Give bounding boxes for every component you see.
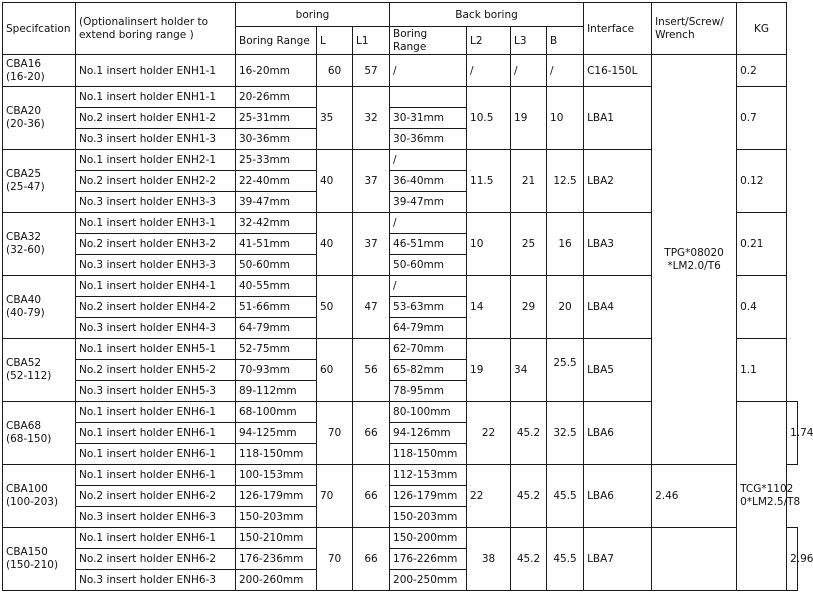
l1-cell: 37 [353,150,390,213]
l3-cell: 29 [511,276,547,339]
boring-range-cell: 25-33mm [236,150,317,171]
l2-cell: 22 [467,402,511,465]
insert-tcg-line1: TCG*1102 [740,483,794,495]
spec-cell [3,213,76,276]
back-range-cell: 126-179mm [390,486,467,507]
holder-cell: No.1 insert holder ENH2-1 [76,150,236,171]
back-range-cell: 150-200mm [390,528,467,549]
holder-cell: No.3 insert holder ENH5-3 [76,381,236,402]
b-cell: 12.5 [547,150,584,213]
l3-cell: 45.2 [511,465,547,528]
holder-cell: No.2 insert holder ENH5-2 [76,360,236,381]
back-range-cell: 30-36mm [390,129,467,150]
spec-cell [3,339,76,402]
l2-cell: 22 [467,465,511,528]
kg-cell: 1.74 [787,402,798,465]
boring-spec-table [2,2,813,591]
spec-cell [3,55,76,87]
boring-range-cell: 68-100mm [236,402,317,423]
boring-range-cell: 89-112mm [236,381,317,402]
back-range-cell: 118-150mm [390,444,467,465]
holder-cell: No.2 insert holder ENH4-2 [76,297,236,318]
holder-cell: No.3 insert holder ENH6-3 [76,507,236,528]
interface-cell: LBA4 [584,276,652,339]
boring-range-cell: 94-125mm [236,423,317,444]
l2-cell: 10 [467,213,511,276]
l3-cell: 19 [511,87,547,150]
kg-cell: 0.21 [737,213,787,276]
interface-cell: LBA5 [584,339,652,402]
boring-range-cell: 30-36mm [236,129,317,150]
spec-model: CBA32 [6,231,42,243]
insert-tcg-line2: 0*LM2.5/T8 [740,496,801,508]
l-cell: 50 [317,276,353,339]
spec-model: CBA52 [6,357,42,369]
back-range-cell: 50-60mm [390,255,467,276]
l-cell: 35 [317,87,353,150]
l3-cell: 45.2 [511,402,547,465]
back-range-cell: 36-40mm [390,171,467,192]
table-row [3,465,798,486]
l-cell: 40 [317,150,353,213]
header-optional-line1: (Optionalinsert holder to [79,15,209,28]
header-l2: L2 [467,27,511,55]
table-row [3,528,798,549]
l2-cell: 38 [467,528,511,591]
table-row [3,55,798,87]
back-range-cell: / [390,55,467,87]
l3-cell: / [511,55,547,87]
l-cell: 40 [317,213,353,276]
boring-range-cell: 39-47mm [236,192,317,213]
header-spec: Specifcation [3,3,76,55]
spec-model: CBA25 [6,168,42,180]
header-optional-holder [76,3,236,55]
back-range-cell: 78-95mm [390,381,467,402]
l2-cell: 14 [467,276,511,339]
boring-range-cell: 150-203mm [236,507,317,528]
header-optional-line2: extend boring range ) [79,28,194,41]
b-cell: 10 [547,87,584,150]
interface-cell: LBA1 [584,87,652,150]
interface-cell: LBA2 [584,150,652,213]
spec-range: (100-203) [6,496,59,508]
boring-range-cell: 51-66mm [236,297,317,318]
b-cell: 20 [547,276,584,339]
kg-cell: 2.46 [652,465,737,528]
back-range-cell: 176-226mm [390,549,467,570]
header-insert-line2: Wrench [655,28,695,41]
insert-tpg-line1: TPG*08020 [664,246,724,259]
holder-cell: No.1 insert holder ENH6-1 [76,402,236,423]
back-range-cell: 200-250mm [390,570,467,591]
back-range-cell: / [390,213,467,234]
holder-cell: No.2 insert holder ENH6-2 [76,486,236,507]
holder-cell: No.1 insert holder ENH3-1 [76,213,236,234]
l-cell: 60 [317,55,353,87]
header-boring: boring [236,3,390,27]
holder-cell: No.3 insert holder ENH6-3 [76,570,236,591]
header-l1: L1 [353,27,390,55]
back-range-cell: 30-31mm [390,108,467,129]
l1-cell: 66 [353,465,390,528]
l1-cell: 47 [353,276,390,339]
holder-cell: No.1 insert holder ENH4-1 [76,276,236,297]
l1-cell: 57 [353,55,390,87]
back-range-cell: / [390,150,467,171]
l2-cell: / [467,55,511,87]
back-range-cell [390,87,467,108]
back-range-cell: 80-100mm [390,402,467,423]
holder-cell: No.3 insert holder ENH4-3 [76,318,236,339]
spec-cell [3,150,76,213]
back-range-cell: 62-70mm [390,339,467,360]
boring-range-cell: 70-93mm [236,360,317,381]
l3-cell: 25 [511,213,547,276]
l2-cell: 10.5 [467,87,511,150]
b-cell: 32.5 [547,402,584,465]
b-cell: 45.5 [547,465,584,528]
boring-range-cell: 126-179mm [236,486,317,507]
l1-cell: 66 [353,402,390,465]
spec-range: (68-150) [6,433,52,445]
l3-cell: 21 [511,150,547,213]
interface-cell: LBA6 [584,465,652,528]
boring-range-cell: 40-55mm [236,276,317,297]
holder-cell: No.3 insert holder ENH3-3 [76,192,236,213]
l2-cell: 19 [467,339,511,402]
header-l3: L3 [511,27,547,55]
insert-cell-tpg [652,55,737,465]
holder-cell: No.1 insert holder ENH1-1 [76,87,236,108]
holder-cell: No.1 insert holder ENH5-1 [76,339,236,360]
l1-cell: 56 [353,339,390,402]
header-interface: Interface [584,3,652,55]
back-range-cell: 65-82mm [390,360,467,381]
header-kg: KG [737,3,787,55]
header-back-boring: Back boring [390,3,584,27]
spec-model: CBA20 [6,105,42,117]
holder-cell: No.1 insert holder ENH6-1 [76,465,236,486]
spec-range: (40-79) [6,307,45,319]
spec-range: (16-20) [6,70,45,83]
interface-cell: LBA3 [584,213,652,276]
spec-cell [3,528,76,591]
back-range-cell: 53-63mm [390,297,467,318]
back-range-cell: 112-153mm [390,465,467,486]
header-l: L [317,27,353,55]
spec-model: CBA40 [6,294,42,306]
spec-cell [3,276,76,339]
b-cell: 45.5 [547,528,584,591]
boring-range-cell: 176-236mm [236,549,317,570]
b-cell: 16 [547,213,584,276]
boring-range-cell: 16-20mm [236,55,317,87]
kg-cell: 0.12 [737,150,787,213]
header-boring-range: Boring Range [236,27,317,55]
l3-cell: 45.2 [511,528,547,591]
l1-cell: 37 [353,213,390,276]
l3-cell: 34 [511,339,547,402]
holder-cell: No.3 insert holder ENH1-3 [76,129,236,150]
kg-cell: 2.96 [787,528,798,591]
interface-cell: C16-150L [584,55,652,87]
spec-range: (25-47) [6,181,45,193]
spec-cell [3,465,76,528]
boring-range-cell: 20-26mm [236,87,317,108]
kg-cell: 1.1 [737,339,787,402]
boring-range-cell: 64-79mm [236,318,317,339]
holder-cell: No.2 insert holder ENH6-2 [76,549,236,570]
l-cell: 70 [317,528,353,591]
holder-cell: No.3 insert holder ENH3-3 [76,255,236,276]
insert-cell-tcg [737,402,801,591]
kg-cell: 0.7 [737,87,787,150]
boring-range-cell: 25-31mm [236,108,317,129]
boring-range-cell: 32-42mm [236,213,317,234]
l1-cell: 66 [353,528,390,591]
table-body [3,55,813,591]
boring-range-cell: 100-153mm [236,465,317,486]
header-back-boring-range [390,27,467,55]
spec-model: CBA150 [6,546,48,558]
boring-range-cell: 50-60mm [236,255,317,276]
holder-cell: No.1 insert holder ENH1-1 [76,55,236,87]
header-insert-screw-wrench [652,3,737,55]
boring-range-cell: 41-51mm [236,234,317,255]
header-b: B [547,27,584,55]
spec-range: (32-60) [6,244,45,256]
b-cell: 25.5 [547,339,584,402]
spec-range: (20-36) [6,118,45,130]
boring-range-cell: 150-210mm [236,528,317,549]
kg-cell: 0.4 [737,276,787,339]
back-range-cell: 64-79mm [390,318,467,339]
boring-range-cell: 118-150mm [236,444,317,465]
insert-tpg-line2: *LM2.0/T6 [667,259,721,272]
l-cell: 70 [317,402,353,465]
boring-range-cell: 52-75mm [236,339,317,360]
boring-range-cell: 22-40mm [236,171,317,192]
back-range-cell: 150-203mm [390,507,467,528]
spec-range: (150-210) [6,559,59,571]
back-range-cell: / [390,276,467,297]
insert-cell-empty [652,528,737,591]
holder-cell: No.2 insert holder ENH1-2 [76,108,236,129]
l-cell: 60 [317,339,353,402]
spec-range: (52-112) [6,370,52,382]
header-insert-line1: Insert/Screw/ [655,15,724,28]
b-cell: / [547,55,584,87]
header-back-range-line1: Boring [393,27,428,40]
back-range-cell: 94-126mm [390,423,467,444]
back-range-cell: 46-51mm [390,234,467,255]
holder-cell: No.2 insert holder ENH3-2 [76,234,236,255]
spec-model: CBA16 [6,57,42,70]
kg-cell: 0.2 [737,55,787,87]
holder-cell: No.1 insert holder ENH6-1 [76,423,236,444]
header-back-range-line2: Range [393,40,427,53]
spec-cell [3,87,76,150]
holder-cell: No.1 insert holder ENH6-1 [76,528,236,549]
l1-cell: 32 [353,87,390,150]
interface-cell: LBA7 [584,528,652,591]
l-cell: 70 [317,465,353,528]
spec-model: CBA100 [6,483,48,495]
boring-range-cell: 200-260mm [236,570,317,591]
l2-cell: 11.5 [467,150,511,213]
spec-model: CBA68 [6,420,42,432]
back-range-cell: 39-47mm [390,192,467,213]
spec-cell [3,402,76,465]
holder-cell: No.2 insert holder ENH2-2 [76,171,236,192]
holder-cell: No.1 insert holder ENH6-1 [76,444,236,465]
interface-cell: LBA6 [584,402,652,465]
